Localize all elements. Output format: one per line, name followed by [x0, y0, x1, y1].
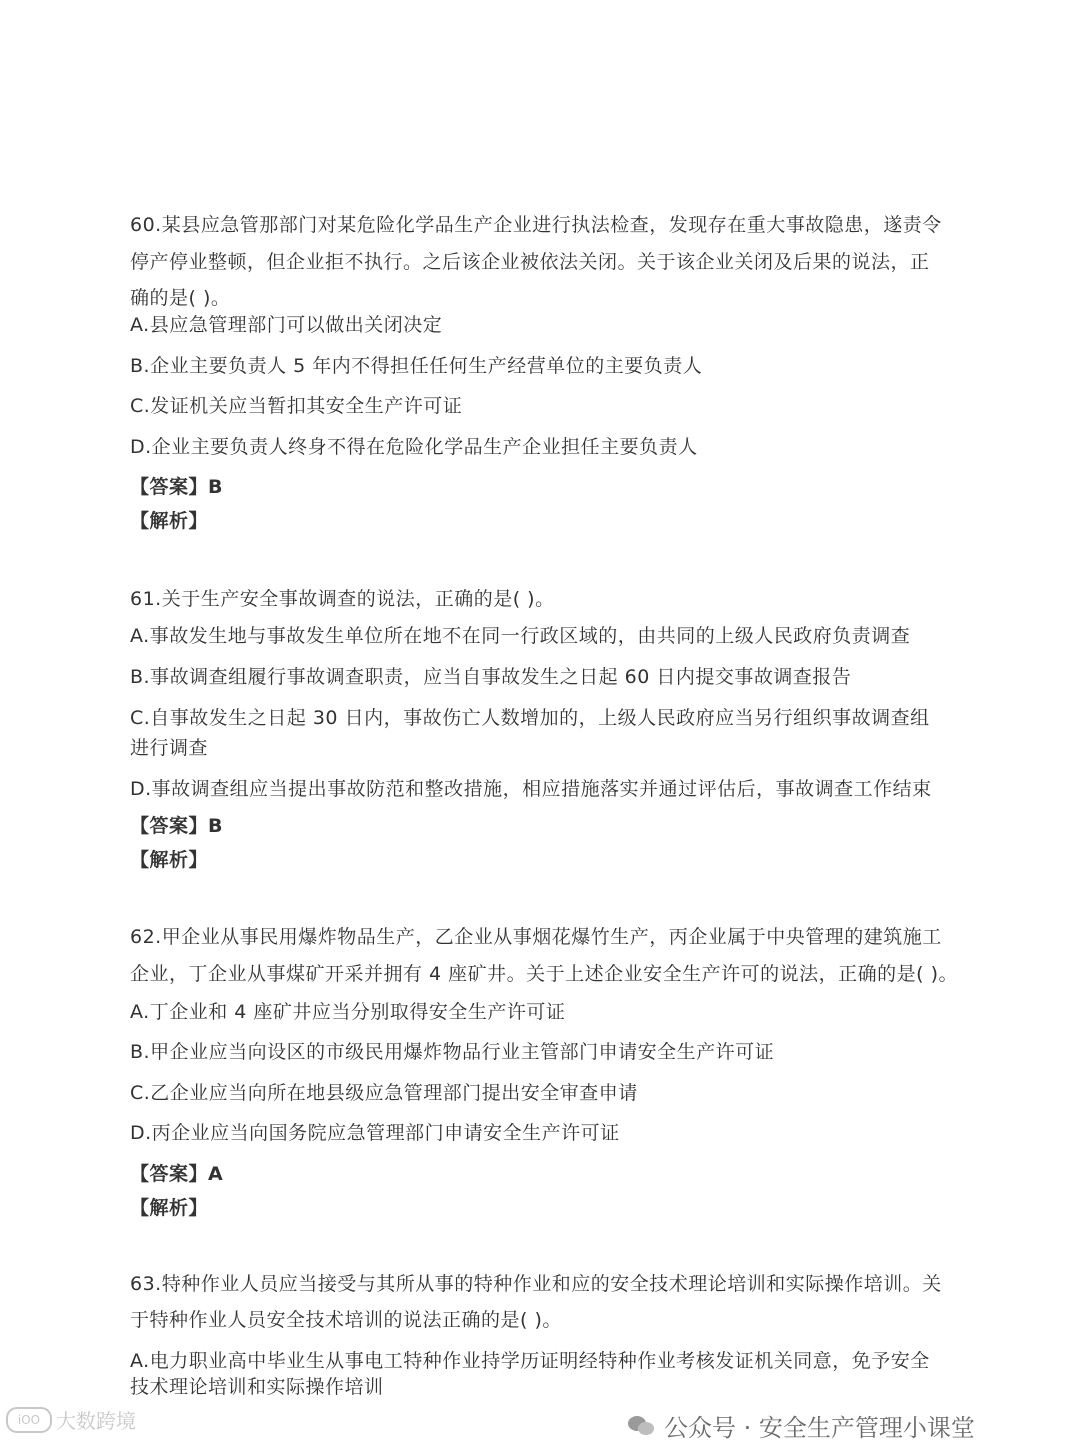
watermark-left-text: 大数跨境 [56, 1409, 136, 1433]
watermark-right-text: 公众号 · 安全生产管理小课堂 [664, 1414, 975, 1442]
option-d: D.企业主要负责人终身不得在危险化学品生产企业担任主要负责人 [130, 436, 698, 458]
option-a: A.县应急管理部门可以做出关闭决定 [130, 314, 443, 336]
analysis-label: 【解析】 [130, 1197, 209, 1219]
option-c: C.发证机关应当暂扣其安全生产许可证 [130, 395, 463, 417]
option-c: C.自事故发生之日起 30 日内，事故伤亡人数增加的，上级人民政府应当另行组织事故调查组 [130, 707, 930, 729]
watermark-right [628, 1408, 975, 1443]
answer-label: 【答案】A [130, 1163, 224, 1185]
answer-label: 【答案】B [130, 476, 223, 498]
option-b: B.事故调查组履行事故调查职责，应当自事故发生之日起 60 日内提交事故调查报告 [130, 666, 852, 688]
question-stem-line: 于特种作业人员安全技术培训的说法正确的是( )。 [130, 1309, 562, 1331]
question-stem-line: 61.关于生产安全事故调查的说法，正确的是( )。 [130, 588, 555, 610]
wechat-icon [628, 1414, 656, 1438]
question-stem-line: 企业，丁企业从事煤矿开采并拥有 4 座矿井。关于上述企业安全生产许可的说法，正确的是( )。 [130, 963, 959, 985]
question-stem-line: 62.甲企业从事民用爆炸物品生产，乙企业从事烟花爆竹生产，丙企业属于中央管理的建筑施工 [130, 926, 942, 948]
question-stem-line: 60.某县应急管那部门对某危险化学品生产企业进行执法检查，发现存在重大事故隐患，遂责令 [130, 214, 942, 236]
option-d: D.丙企业应当向国务院应急管理部门申请安全生产许可证 [130, 1122, 620, 1144]
answer-label: 【答案】B [130, 815, 223, 837]
question-stem-line: 停产停业整顿，但企业拒不执行。之后该企业被依法关闭。关于该企业关闭及后果的说法，正 [130, 251, 930, 273]
analysis-label: 【解析】 [130, 849, 209, 871]
option-a: A.电力职业高中毕业生从事电工特种作业持学历证明经特种作业考核发证机关同意，免予安全 [130, 1350, 930, 1372]
option-b: B.企业主要负责人 5 年内不得担任任何生产经营单位的主要负责人 [130, 355, 703, 377]
watermark-left [6, 1405, 136, 1434]
question-stem-line: 63.特种作业人员应当接受与其所从事的特种作业和应的安全技术理论培训和实际操作培训。关 [130, 1273, 942, 1295]
question-stem-line: 确的是( )。 [130, 287, 231, 309]
option-b: B.甲企业应当向设区的市级民用爆炸物品行业主管部门申请安全生产许可证 [130, 1041, 775, 1063]
option-c: C.乙企业应当向所在地县级应急管理部门提出安全审查申请 [130, 1082, 638, 1104]
option-c-continued: 进行调查 [130, 737, 209, 759]
option-a: A.丁企业和 4 座矿井应当分别取得安全生产许可证 [130, 1001, 566, 1023]
option-a: A.事故发生地与事故发生单位所在地不在同一行政区域的，由共同的上级人民政府负责调查 [130, 625, 911, 647]
analysis-label: 【解析】 [130, 510, 209, 532]
watermark-logo-icon: iOO [6, 1407, 52, 1433]
option-a-continued: 技术理论培训和实际操作培训 [130, 1376, 384, 1398]
option-d: D.事故调查组应当提出事故防范和整改措施，相应措施落实并通过评估后，事故调查工作结束 [130, 778, 932, 800]
